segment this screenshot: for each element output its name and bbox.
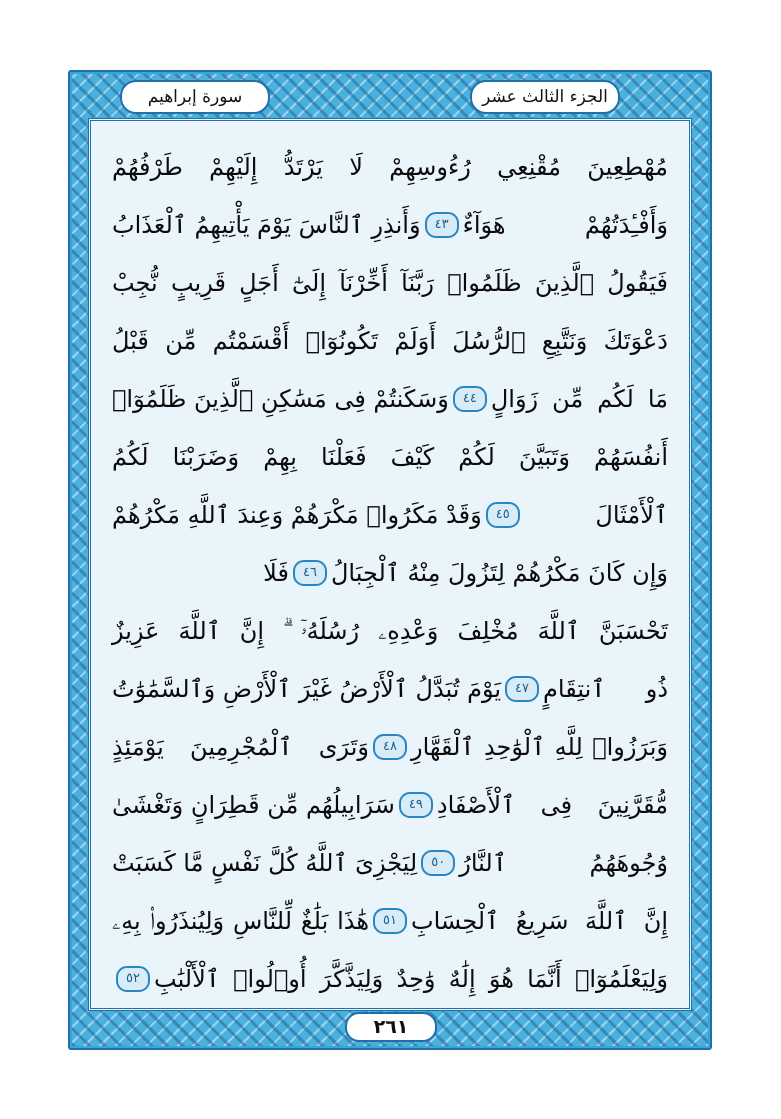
ayah-number-marker: ٤٤ [453,386,487,412]
verse-line [112,602,668,660]
verse-line [112,718,668,776]
verse-line [112,196,668,254]
verse-text: لِيَجْزِىَ ٱللَّهُ كُلَّ نَفْسٍ مَّا كَسَبَتْ [112,849,418,877]
surah-title: سورة إبراهيم [147,87,243,107]
ayah-number-marker: ٥٠ [421,850,455,876]
verse-text: وَقَدْ مَكَرُوا۟ مَكْرَهُمْ وَعِندَ ٱللَّهِ مَكْرُهُمْ [112,501,482,529]
verse-line [112,892,668,950]
verse-text: هَٰذَا بَلَٰغٌ لِّلنَّاسِ وَلِيُنذَرُوا۟ بِهِۦ [112,907,369,935]
verse-text: مُّقَرَّنِينَ فِى ٱلْأَصْفَادِ [436,791,668,819]
page-number-box [345,1012,437,1042]
verse-line [112,312,668,370]
juz-header [470,80,620,114]
verse-lines [112,138,668,1008]
verse-text: ذُو ٱنتِقَامٍ [543,675,668,703]
ayah-number-marker: ٤٥ [486,502,520,528]
verse-line [112,428,668,486]
verse-line [112,950,668,1008]
verse-text: وَأَنذِرِ ٱلنَّاسَ يَوْمَ يَأْتِيهِمُ ٱلْعَذَابُ [112,211,421,239]
verse-line [112,486,668,544]
verse-text: إِنَّ ٱللَّهَ سَرِيعُ ٱلْحِسَابِ [411,907,668,935]
verse-text: يَوْمَ تُبَدَّلُ ٱلْأَرْضُ غَيْرَ ٱلْأَرْضِ وَٱلسَّمَٰوَٰتُ [112,675,502,703]
verse-line [112,138,668,196]
page-number: ٢٦١ [373,1016,409,1038]
juz-title: الجزء الثالث عشر [482,87,608,107]
verse-text: أَنفُسَهُمْ وَتَبَيَّنَ لَكُمْ كَيْفَ فَعَلْنَا بِهِمْ وَضَرَبْنَا لَكُمُ [112,443,668,471]
verse-text: فَلَا [263,559,289,587]
verse-text: دَعْوَتَكَ وَنَتَّبِعِ ٱلرُّسُلَ أَوَلَمْ تَكُونُوٓا۟ أَقْسَمْتُم مِّن قَبْلُ [112,327,668,355]
verse-text: مُهْطِعِينَ مُقْنِعِي رُءُوسِهِمْ لَا يَرْتَدُّ إِلَيْهِمْ طَرْفُهُمْ [112,153,668,181]
verse-line [112,776,668,834]
surah-header [120,80,270,114]
verse-line [112,544,668,602]
verse-line [112,370,668,428]
verse-text: وُجُوهَهُمُ ٱلنَّارُ [459,849,668,877]
verse-text: فَيَقُولُ ٱلَّذِينَ ظَلَمُوا۟ رَبَّنَآ أَخِّرْنَآ إِلَىٰٓ أَجَلٍ قَرِيبٍ نُّجِبْ [112,269,668,297]
verse-text: سَرَابِيلُهُم مِّن قَطِرَانٍ وَتَغْشَىٰ [112,791,395,819]
verse-text: ٱلْأَمْثَالَ [595,501,668,529]
ayah-number-marker: ٤٣ [425,212,459,238]
ayah-number-marker: ٤٨ [373,734,407,760]
verse-text: وَلِيَعْلَمُوٓا۟ أَنَّمَا هُوَ إِلَٰهٌ وَٰحِدٌ وَلِيَذَّكَّرَ أُو۟لُوا۟ ٱلْأَلْبَٰبِ [154,965,668,993]
verse-line [112,254,668,312]
ayah-number-marker: ٤٧ [505,676,539,702]
ayah-number-marker: ٥٢ [116,966,150,992]
verse-line [112,660,668,718]
verse-text: وَإِن كَانَ مَكْرُهُمْ لِتَزُولَ مِنْهُ ٱلْجِبَالُ [330,559,668,587]
ayah-number-marker: ٤٦ [293,560,327,586]
verse-line [112,834,668,892]
verse-text: وَسَكَنتُمْ فِى مَسَٰكِنِ ٱلَّذِينَ ظَلَمُوٓا۟ [112,385,449,413]
verse-text: مَا لَكُم مِّن زَوَالٍ [490,385,668,413]
verse-text: تَحْسَبَنَّ ٱللَّهَ مُخْلِفَ وَعْدِهِۦ رُسُلَهُۥٓ ۗ إِنَّ ٱللَّهَ عَزِيزٌ [112,617,668,645]
verse-text: وَأَفْـِٔدَتُهُمْ هَوَآءٌ [462,211,668,239]
ayah-number-marker: ٤٩ [399,792,433,818]
verse-text: وَتَرَى ٱلْمُجْرِمِينَ يَوْمَئِذٍ [112,733,369,761]
ayah-number-marker: ٥١ [373,908,407,934]
verse-text: وَبَرَزُوا۟ لِلَّهِ ٱلْوَٰحِدِ ٱلْقَهَّارِ [411,733,668,761]
